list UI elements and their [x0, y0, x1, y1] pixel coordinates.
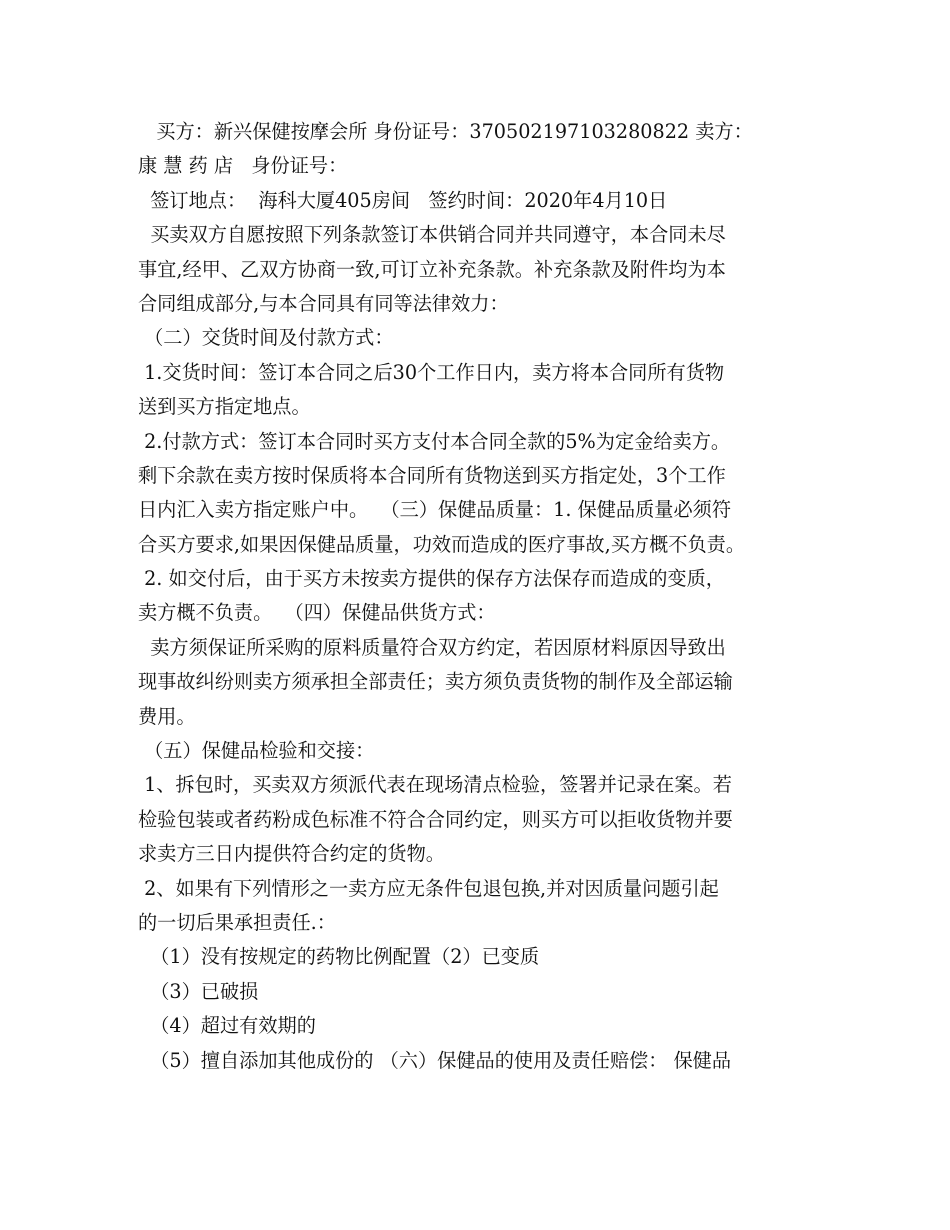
line-supply-3: 费用。 [138, 704, 196, 728]
list-item-4: （4）超过有效期的 [138, 1014, 316, 1038]
line-seller-info: 康 慧 药 店 身份证号： [138, 154, 348, 178]
line-preamble-2: 事宜,经甲、乙双方协商一致,可订立补充条款。补充条款及附件均为本 [138, 257, 726, 281]
section-heading-delivery-payment: （二）交货时间及付款方式： [138, 326, 394, 350]
line-quality-2: 2. 如交付后，由于买方未按卖方提供的保存方法保存而造成的变质， [138, 567, 725, 591]
list-item-1-2: （1）没有按规定的药物比例配置（2）已变质 [138, 945, 540, 969]
line-return-2: 的一切后果承担责任.： [138, 910, 336, 934]
line-payment-3-quality-heading: 日内汇入卖方指定账户中。 （三）保健品质量：1. 保健品质量必须符 [138, 498, 732, 522]
list-item-3: （3）已破损 [138, 979, 259, 1003]
line-inspection-2: 检验包装或者药粉成色标准不符合合同约定，则买方可以拒收货物并要 [138, 807, 733, 831]
line-inspection-1: 1、拆包时，买卖双方须派代表在现场清点检验，签署并记录在案。若 [138, 773, 732, 797]
document-body [138, 115, 828, 1078]
line-quality-1: 合买方要求,如果因保健品质量，功效而造成的医疗事故,买方概不负责。 [138, 532, 746, 556]
line-delivery-time-1: 1.交货时间：签订本合同之后30个工作日内，卖方将本合同所有货物 [138, 360, 725, 384]
line-payment-1: 2.付款方式：签订本合同时买方支付本合同全款的5%为定金给卖方。 [138, 429, 731, 453]
line-preamble-1: 买卖双方自愿按照下列条款签订本供销合同并共同遵守，本合同未尽 [138, 223, 726, 247]
line-quality-3-supply-heading: 卖方概不负责。 （四）保健品供货方式： [138, 601, 496, 625]
line-inspection-3: 求卖方三日内提供符合约定的货物。 [138, 842, 445, 866]
line-supply-2: 现事故纠纷则卖方须承担全部责任；卖方须负责货物的制作及全部运输 [138, 670, 733, 694]
line-signing-place-time: 签订地点： 海科大厦405房间 签约时间：2020年4月10日 [138, 188, 668, 212]
section-heading-inspection: （五）保健品检验和交接： [138, 739, 375, 763]
line-supply-1: 卖方须保证所采购的原料质量符合双方约定，若因原材料原因导致出 [138, 635, 726, 659]
line-preamble-3: 合同组成部分,与本合同具有同等法律效力： [138, 291, 509, 315]
line-return-1: 2、如果有下列情形之一卖方应无条件包退包换,并对因质量问题引起 [138, 876, 719, 900]
line-payment-2: 剩下余款在卖方按时保质将本合同所有货物送到买方指定处，3个工作 [138, 463, 726, 487]
line-delivery-time-2: 送到买方指定地点。 [138, 395, 311, 419]
list-item-5-usage-heading: （5）擅自添加其他成份的 （六）保健品的使用及责任赔偿： 保健品 [138, 1048, 732, 1072]
line-buyer-info: 买方：新兴保健按摩会所 身份证号：370502197103280822 卖方： [138, 120, 753, 143]
